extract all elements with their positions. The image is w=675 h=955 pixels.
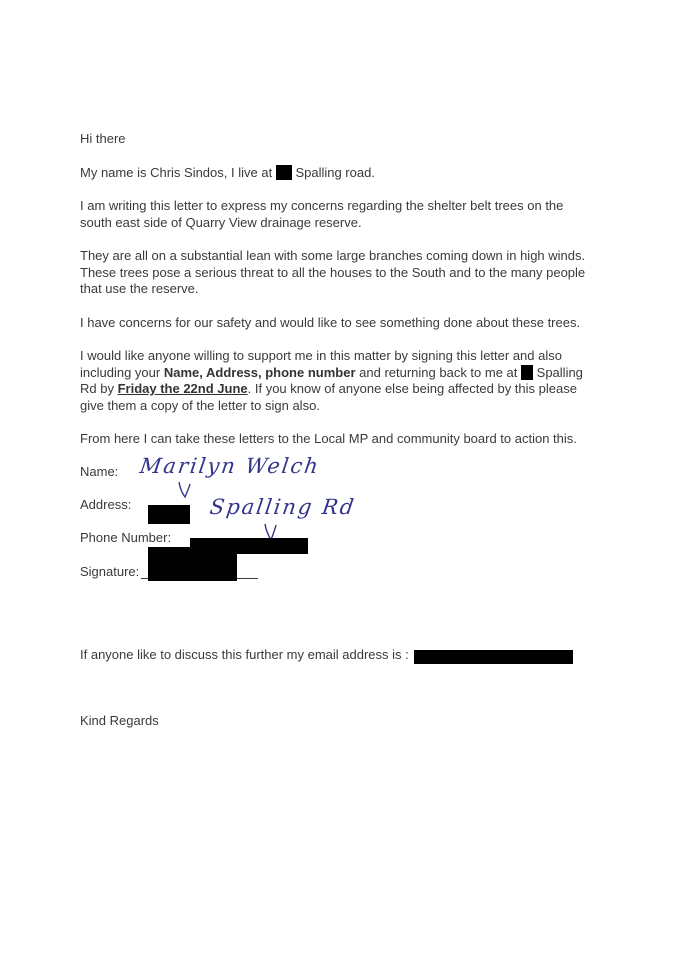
- handwritten-stroke-mark: [176, 480, 192, 500]
- support-text-3: Spalling Rd by: [80, 364, 583, 396]
- intro-text-before: My name is Chris Sindos, I live at: [80, 165, 273, 180]
- address-label: Address:: [80, 497, 132, 512]
- greeting: Hi there: [80, 131, 126, 146]
- support-text-1: I would like anyone willing to support me in this matter by signing this letter and also including your: [80, 348, 562, 380]
- redacted-return-address: [521, 365, 533, 380]
- handwritten-name: Marilyn Welch: [138, 454, 322, 478]
- concern-paragraph: I am writing this letter to express my concerns regarding the shelter belt trees on the south east side of Quarry View drainage reserve.: [80, 198, 564, 230]
- threat-paragraph: They are all on a substantial lean with some large branches coming down in high winds. These trees pose a serious threat to all the houses to the South and to the many people that use the reserve.: [80, 248, 586, 296]
- closing: Kind Regards: [80, 713, 159, 728]
- redacted-house-number: [276, 165, 292, 180]
- intro-paragraph: [80, 165, 600, 182]
- redacted-signature: [148, 547, 237, 581]
- handwritten-address: Spalling Rd: [208, 495, 358, 519]
- support-text-4: . If you know of anyone else being affected by this please give them a copy of the letter to sign also.: [80, 381, 577, 413]
- required-fields: Name, Address, phone number: [163, 364, 356, 380]
- phone-label: Phone Number:: [80, 530, 172, 545]
- redacted-address-number: [148, 505, 190, 524]
- name-label: Name:: [80, 464, 119, 479]
- redacted-email: [414, 650, 573, 664]
- signature-label: Signature:: [80, 564, 140, 579]
- deadline-date: Friday the 22nd June: [117, 381, 248, 396]
- intro-text-after: Spalling road.: [295, 165, 375, 180]
- email-text: If anyone like to discuss this further my email address is :: [80, 647, 409, 662]
- action-paragraph: From here I can take these letters to the Local MP and community board to action this.: [80, 431, 577, 446]
- safety-paragraph: I have concerns for our safety and would like to see something done about these trees.: [80, 315, 581, 330]
- support-text-2: and returning back to me at: [359, 364, 518, 380]
- support-paragraph: [80, 348, 595, 414]
